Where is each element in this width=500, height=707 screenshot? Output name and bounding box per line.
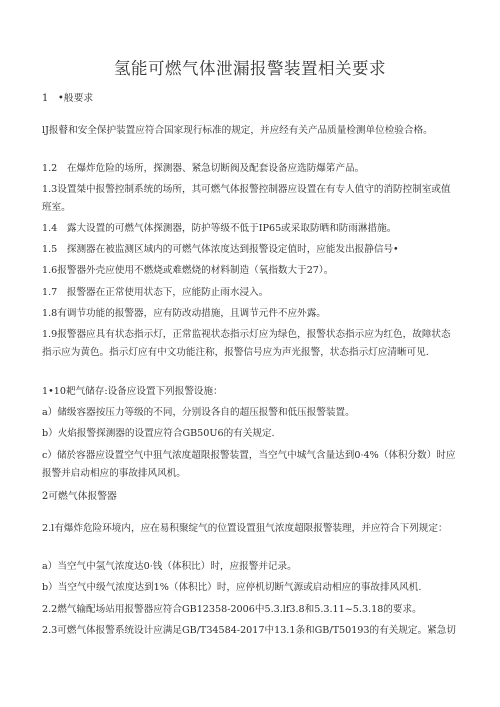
section-heading-general: 1 •般要求 xyxy=(42,93,94,104)
paragraph-2-1: 2.l有爆炸危险环境内，应在易积聚绽气的位置设置狙气浓度超限报警装理，并应符合下列规定： xyxy=(42,523,448,534)
paragraph-1-6: 1.6报警器外壳应使用不燃烧或难燃烧的材料制造（氧指数大于27）。 xyxy=(42,265,334,276)
paragraph-1-5: 1.5 探测器在被监测区域内的可燃气体浓度达到报警设定值时，应能发出报静信号• xyxy=(42,244,399,255)
paragraph-1-2: 1.2 在爆炸危险的场所，探测器、紧急切断阀及配套设备应选防爆笫产品。 xyxy=(42,163,365,174)
paragraph-1-3: 1.3设置桀中报警控制系统的场所，其可燃气体报警控制器应设置在有专人值守的消防控制室或值班室。 xyxy=(42,184,451,213)
paragraph-2-2: 2.2燃气输配场站用报警器应符合GB12358-2006中5.3.lf3.8和5.3.11~5.3.18的要求。 xyxy=(42,604,422,615)
paragraph-1-9: 1.9报警器应具有状态指示灯，正常监视状态指示灯应为绿色，报警状态指示应为红色，故障状态指示应为黄色。指示灯应有中文功能注称，报警信号应为声光报警，状态指示灯应清晰可见. xyxy=(42,329,451,358)
list-item-a: a）储级容器按压力等级的不同，分别设各自的超压报警和低压报警装置。 xyxy=(42,407,355,418)
document-title: 氢能可燃气体泄漏报警装置相关要求 xyxy=(114,59,386,78)
paragraph-1-1: lJ报瞽和安全保护装置应符合国家现行标准的规定，并应经有关产品质量检测单位检验合格。 xyxy=(42,125,433,136)
list-item-c: c）储於容器应设置空气中狙气浓度超限报警装置，当空气中城气含量达到0·4%（体积分数）时应报警并启动相应的事故排风风机。 xyxy=(42,450,456,479)
paragraph-1-7: 1.7 报警器在正常使用状态下，应能防止雨水浸入。 xyxy=(42,287,269,298)
paragraph-1-4: 1.4 露大设置的可燃气体探测器，防护等级不低于IP65或采取防晒和防雨淋措施。 xyxy=(42,223,397,234)
paragraph-1-8: 1.8有调节功能的报警器，应有防改动措施，且调节元件不应外露。 xyxy=(42,308,326,319)
list-item-2a: a）当空气中氢气浓度达0·钱（体积比）时，应报警并记录。 xyxy=(42,561,297,572)
list-item-2b: b）当空气中级气浓度达到1%（体积比）时，应停机切断气源或启动相应的事故排风风机. xyxy=(42,582,422,593)
list-item-b: b）火焰报警探测器的设置应符合GB50U6的有关规定. xyxy=(42,428,275,439)
paragraph-2-3: 2.3可燃气体报警系统设计应满足GB/T34584-2017中13.1条和GB/T50193的有关规定。紧急切 xyxy=(42,625,456,636)
section-heading-detector: 2可燃气体报警器 xyxy=(42,491,117,502)
paragraph-1-10: 1•10耙气储存:设备应设置下列报警设施： xyxy=(42,386,223,397)
